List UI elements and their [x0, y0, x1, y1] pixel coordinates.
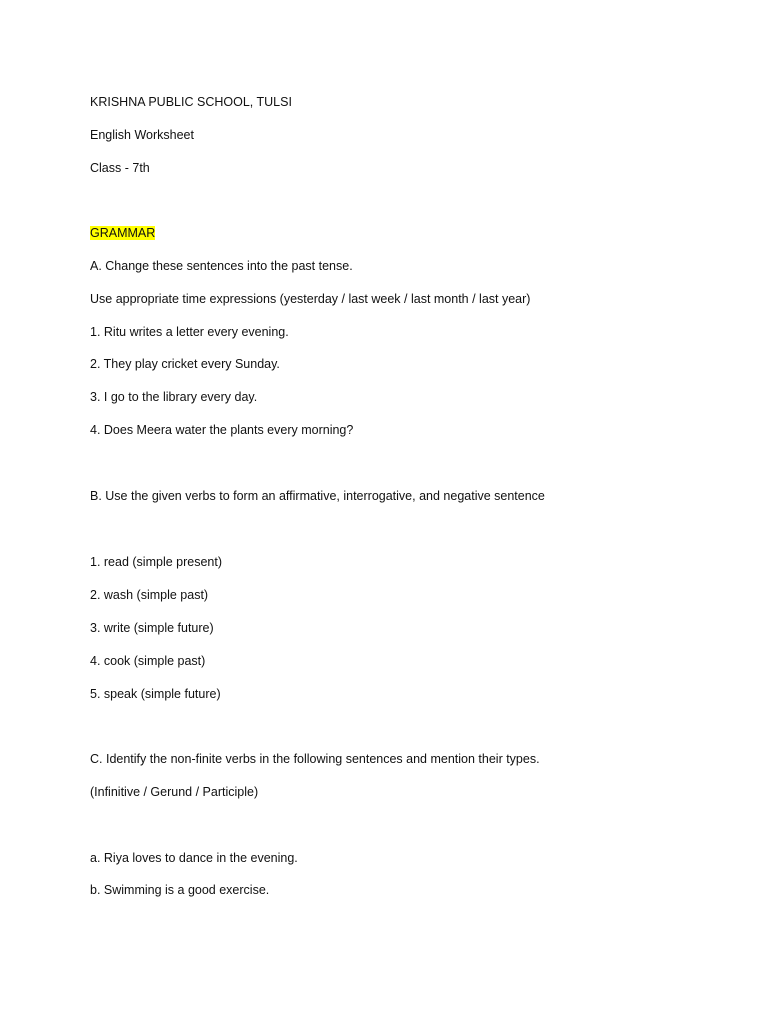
section-a-item: 4. Does Meera water the plants every morning? [90, 423, 354, 437]
section-heading-grammar [90, 225, 155, 241]
section-a-item: 2. They play cricket every Sunday. [90, 357, 280, 371]
section-b-item: 3. write (simple future) [90, 621, 214, 635]
section-b-instruction: B. Use the given verbs to form an affirmative, interrogative, and negative sentence [90, 489, 545, 503]
section-b-item: 2. wash (simple past) [90, 588, 209, 602]
section-c-hint: (Infinitive / Gerund / Participle) [90, 785, 259, 799]
class-label: Class - 7th [90, 161, 150, 175]
section-a-hint: Use appropriate time expressions (yesterday / last week / last month / last year) [90, 292, 531, 306]
section-a-item: 1. Ritu writes a letter every evening. [90, 325, 289, 339]
grammar-highlight: GRAMMAR [90, 226, 156, 240]
section-b-item: 4. cook (simple past) [90, 654, 206, 668]
section-a-item: 3. I go to the library every day. [90, 390, 258, 404]
section-a-instruction: A. Change these sentences into the past tense. [90, 259, 353, 273]
worksheet-title: English Worksheet [90, 128, 194, 142]
section-c-instruction: C. Identify the non-finite verbs in the following sentences and mention their types. [90, 752, 540, 766]
section-b-item: 1. read (simple present) [90, 555, 223, 569]
section-c-item: b. Swimming is a good exercise. [90, 883, 270, 897]
section-c-item: a. Riya loves to dance in the evening. [90, 851, 298, 865]
section-b-item: 5. speak (simple future) [90, 687, 221, 701]
school-name: KRISHNA PUBLIC SCHOOL, TULSI [90, 95, 292, 109]
